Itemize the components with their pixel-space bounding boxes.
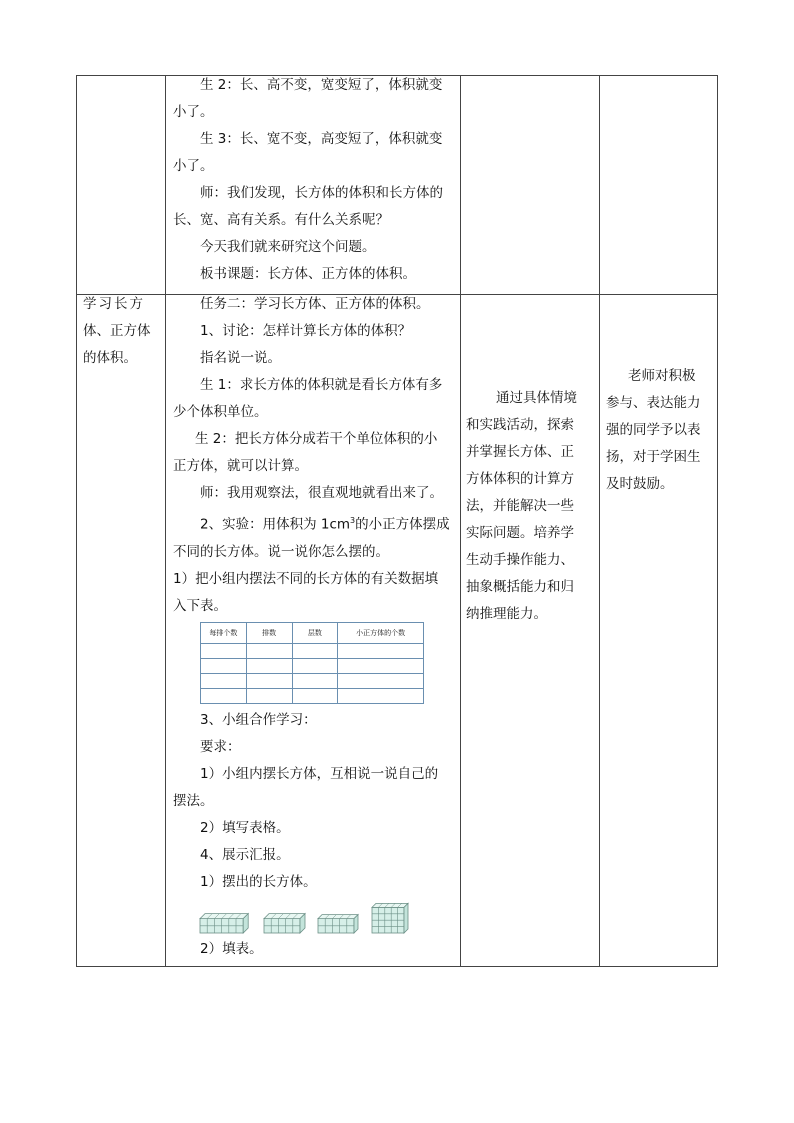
cuboid-part — [404, 903, 408, 933]
content-line: 生 1：求长方体的体积就是看长方体有多 — [200, 377, 443, 393]
content-line: 任务二：学习长方体、正方体的体积。 — [200, 296, 430, 312]
content-line: 1、讨论：怎样计算长方体的体积？ — [200, 323, 412, 339]
row1-content-cell — [173, 72, 457, 288]
content-line: 4、展示汇报。 — [200, 847, 290, 863]
content-line: 师：我们发现，长方体的体积和长方体的 — [200, 185, 443, 201]
column-divider-1 — [165, 75, 166, 967]
content-line: 生 2：长、高不变，宽变短了，体积就变 — [200, 77, 443, 93]
content-line: 1）把小组内摆法不同的长方体的有关数据填 — [173, 570, 439, 587]
intent-line: 抽象概括能力和归 — [466, 579, 574, 595]
intent-line: 纳推理能力。 — [466, 606, 547, 622]
content-line: 正方体，就可以计算。 — [173, 458, 308, 474]
content-line: 指名说一说。 — [200, 350, 281, 366]
table-header-per-row: 每排个数 — [201, 623, 247, 644]
table-header-cube-count: 小正方体的个数 — [338, 623, 424, 644]
intent-line: 实际问题。培养学 — [466, 525, 574, 541]
superscript: 3 — [350, 516, 356, 525]
stage-line: 的体积。 — [83, 350, 137, 366]
content-line: 生 3：长、宽不变，高变短了，体积就变 — [200, 131, 443, 147]
intent-line: 生动手操作能力、 — [466, 552, 574, 568]
intent-line: 方体体积的计算方 — [466, 471, 574, 487]
stage-line: 学习长方 — [83, 296, 145, 312]
table-cell — [246, 674, 292, 689]
content-line: 要求： — [200, 739, 241, 755]
content-line: 入下表。 — [173, 597, 227, 614]
content-line: 板书课题：长方体、正方体的体积。 — [200, 266, 416, 282]
table-row — [201, 689, 424, 704]
evaluation-line: 强的同学予以表 — [606, 422, 701, 438]
cuboid-group — [200, 903, 408, 933]
row2-content-cell — [173, 291, 457, 620]
evaluation-line: 老师对积极 — [628, 368, 696, 384]
intent-line: 并掌握长方体、正 — [466, 444, 574, 460]
stage-line: 体、正方体 — [83, 323, 151, 339]
content-line: 师：我用观察法，很直观地就看出来了。 — [200, 485, 443, 501]
content-line: 2）填表。 — [200, 941, 263, 957]
row2-intent-cell — [466, 385, 596, 628]
table-cell — [246, 644, 292, 659]
content-line: 小了。 — [173, 158, 214, 174]
content-line: 摆法。 — [173, 793, 214, 809]
content-line: 小了。 — [173, 104, 214, 120]
table-cell — [201, 659, 247, 674]
content-line: 3、小组合作学习： — [200, 712, 317, 728]
evaluation-line: 扬，对于学困生 — [606, 449, 701, 465]
table-row — [201, 659, 424, 674]
table-cell — [246, 689, 292, 704]
cuboid-part — [372, 903, 408, 907]
table-cell — [201, 689, 247, 704]
table-row — [201, 674, 424, 689]
table-cell — [201, 644, 247, 659]
table-cell — [338, 689, 424, 704]
data-table — [200, 622, 424, 704]
row2-content-cell-end — [173, 936, 457, 963]
column-divider-2 — [460, 75, 461, 967]
table-header-layers: 层数 — [292, 623, 338, 644]
table-border-left — [76, 75, 77, 967]
table-row — [201, 644, 424, 659]
intent-line: 和实践活动，探索 — [466, 417, 574, 433]
content-line: 少个体积单位。 — [173, 404, 268, 420]
row2-evaluation-cell — [606, 363, 716, 498]
table-cell — [338, 644, 424, 659]
table-cell — [338, 674, 424, 689]
evaluation-line: 及时鼓励。 — [606, 476, 674, 492]
column-divider-3 — [599, 75, 600, 967]
content-text: 的小正方体摆成 — [355, 516, 450, 533]
content-line: 1）小组内摆长方体，互相说一说自己的 — [200, 766, 439, 782]
table-cell — [338, 659, 424, 674]
cuboid-part — [318, 915, 358, 919]
content-line: 1）摆出的长方体。 — [200, 874, 317, 890]
table-border-right — [717, 75, 718, 967]
cuboid-part — [264, 914, 305, 919]
table-cell — [292, 644, 338, 659]
table-cell — [292, 689, 338, 704]
row2-content-cell-lower — [173, 707, 457, 896]
cuboid-illustrations — [198, 900, 418, 934]
table-border-bottom — [76, 966, 718, 967]
row2-stage-cell — [83, 291, 163, 372]
intent-line: 法，并能解决一些 — [466, 498, 574, 514]
table-cell — [246, 659, 292, 674]
content-line: 不同的长方体。说一说你怎么摆的。 — [173, 543, 389, 560]
evaluation-line: 参与、表达能力 — [606, 395, 701, 411]
content-line: 生 2：把长方体分成若干个单位体积的小 — [195, 431, 438, 447]
content-text: 2、实验：用体积为 1cm — [200, 516, 351, 533]
table-cell — [292, 674, 338, 689]
content-line: 长、宽、高有关系。有什么关系呢？ — [173, 212, 389, 228]
intent-line: 通过具体情境 — [496, 390, 577, 406]
content-line: 今天我们就来研究这个问题。 — [200, 239, 376, 255]
table-header-rows: 排数 — [246, 623, 292, 644]
table-cell — [201, 674, 247, 689]
content-line: 2）填写表格。 — [200, 820, 290, 836]
content-line — [173, 507, 457, 539]
table-cell — [292, 659, 338, 674]
